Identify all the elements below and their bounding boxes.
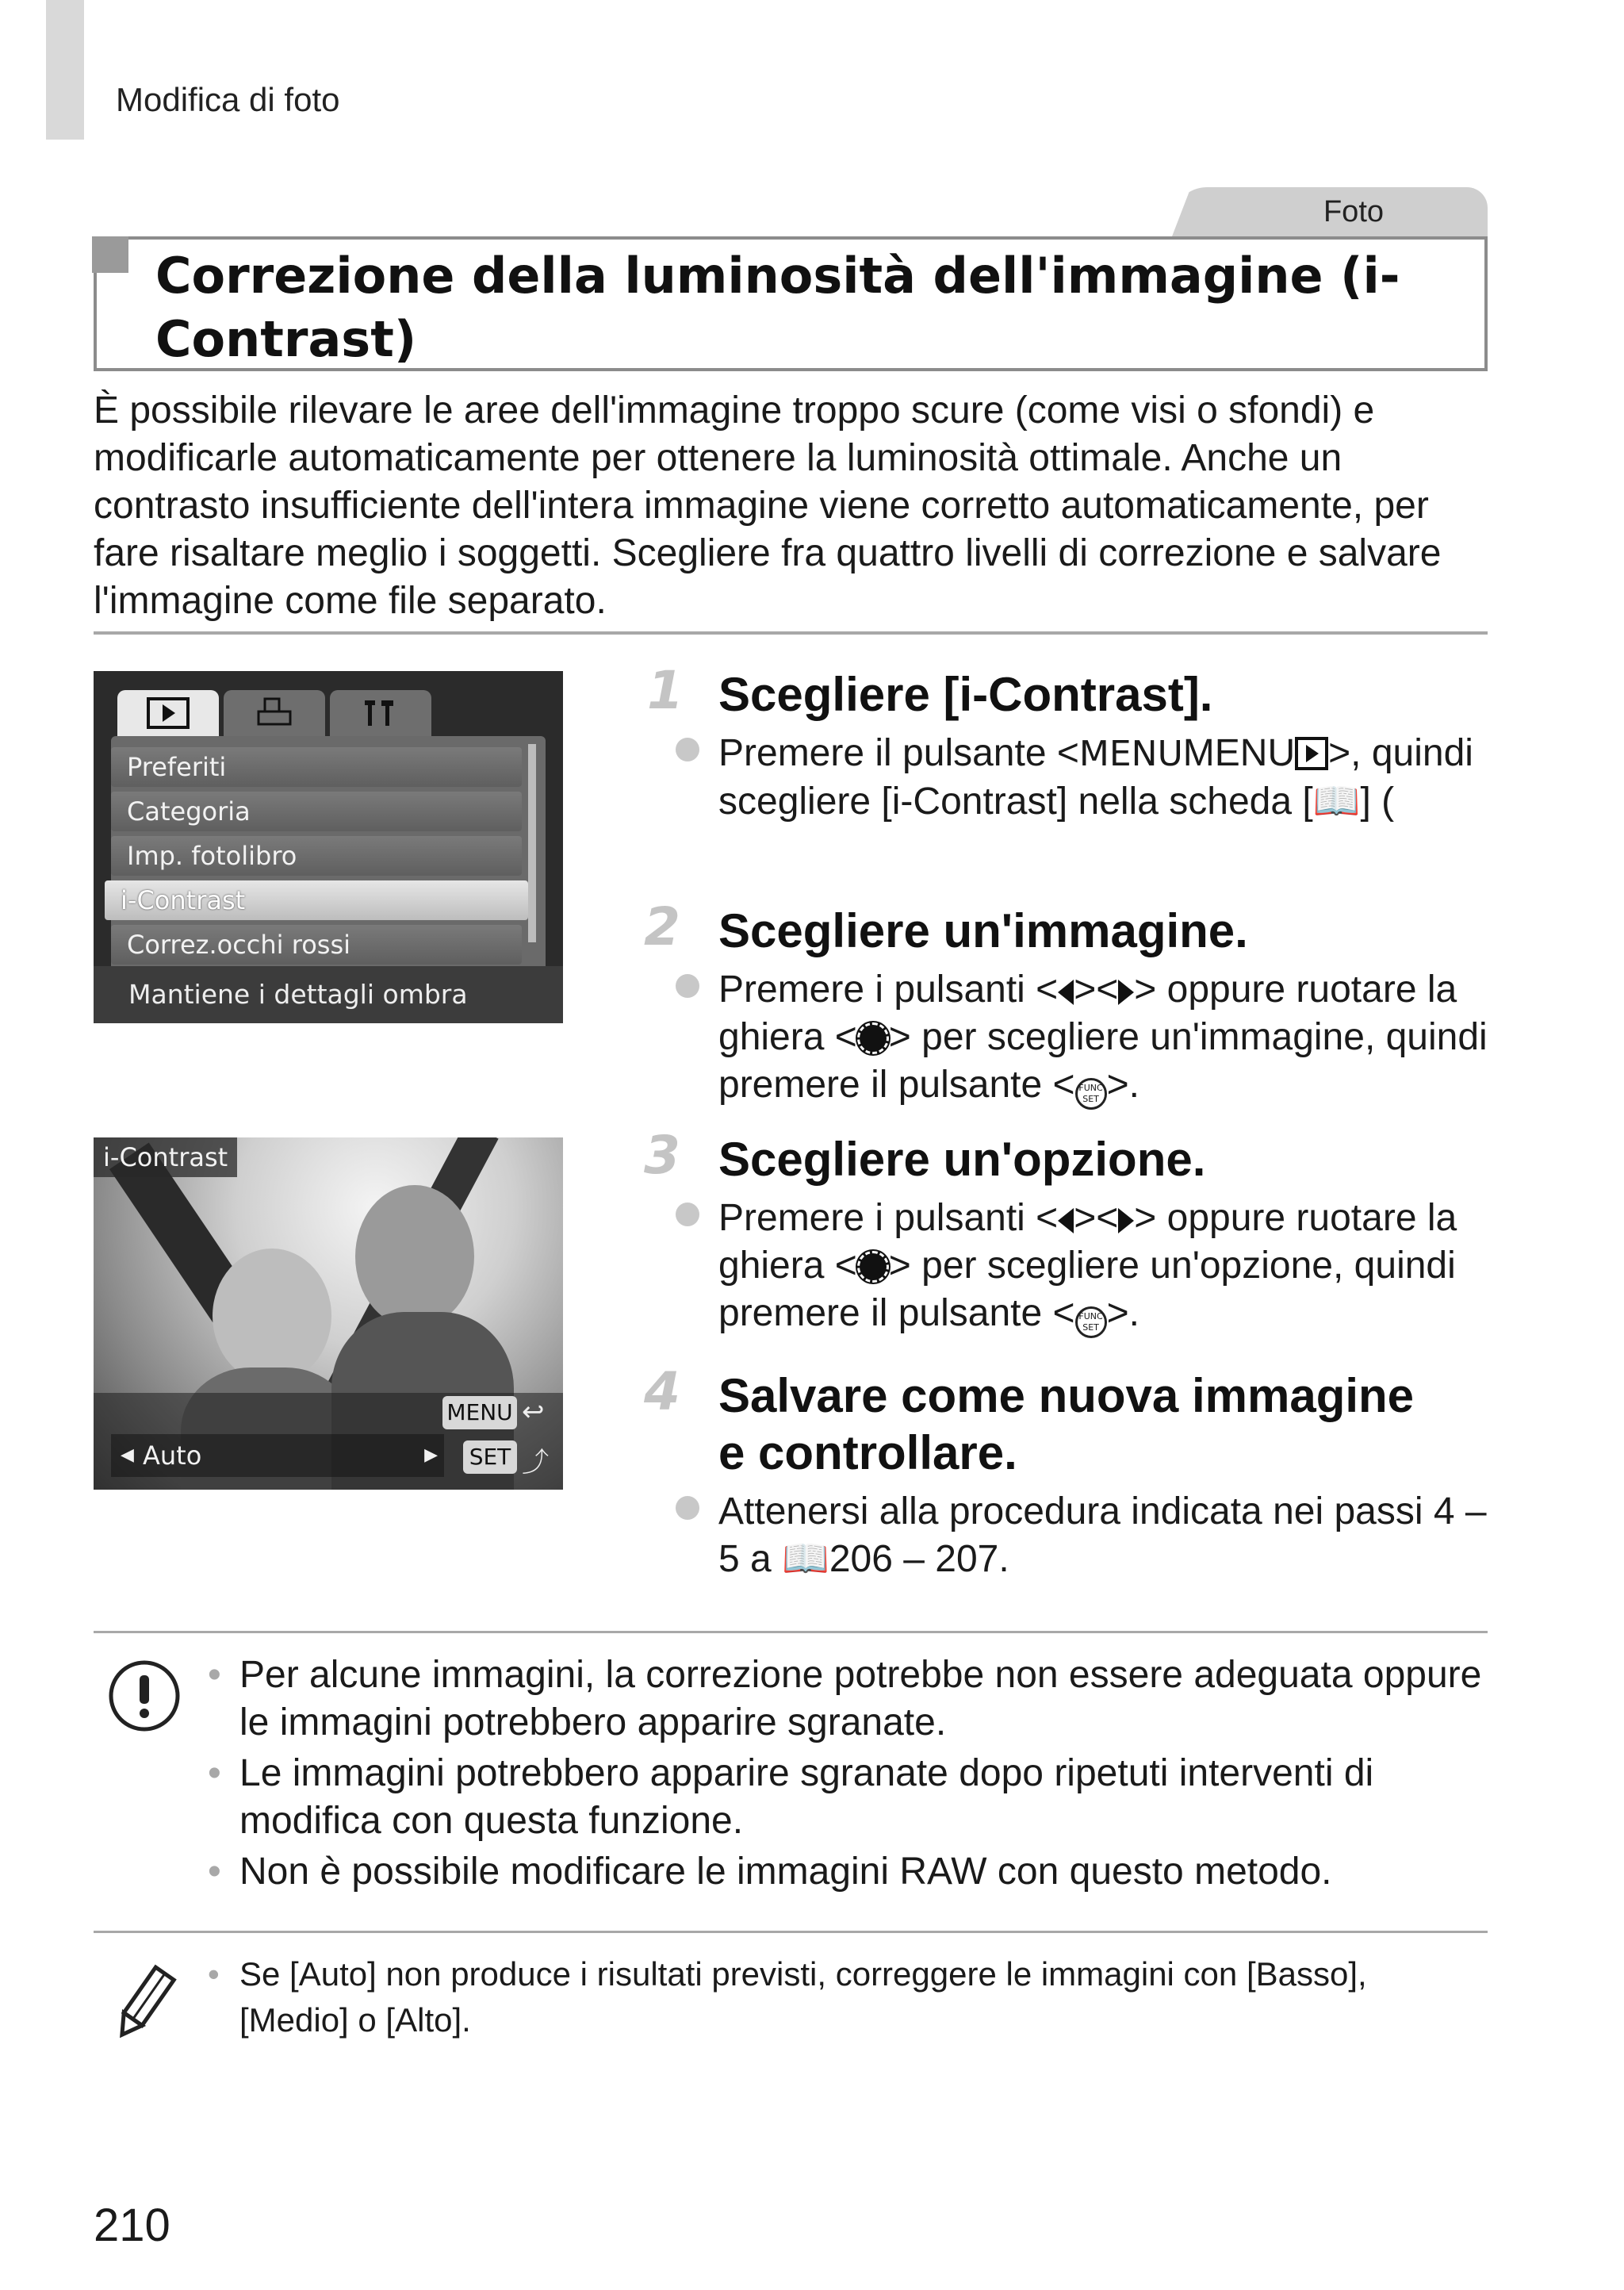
menu-item-selected: i-Contrast — [105, 880, 528, 920]
step-body: Attenersi alla procedura indicata nei passi 4 – 5 a 📖206 – 207. — [718, 1490, 1487, 1580]
menu-screenshot — [94, 671, 563, 1023]
book-icon: 📖 — [782, 1538, 829, 1580]
option-selector — [111, 1434, 444, 1477]
playback-tab-icon — [1295, 737, 1328, 770]
func-set-icon: FUNC SET — [1075, 1078, 1107, 1110]
tab-playback — [117, 690, 219, 736]
save-icon: ⤴ — [522, 1448, 549, 1478]
bullet-dot: • — [208, 1851, 221, 1893]
step-body: Premere il pulsante <MENUMENU >, quindi scegliere [i-Contrast] nella scheda [📖] ( — [718, 732, 1473, 823]
photo-screenshot — [94, 1137, 563, 1490]
bullet-icon — [676, 974, 699, 1002]
child-face — [213, 1249, 331, 1383]
step-number: 1 — [647, 660, 684, 721]
book-icon: 📖 — [1312, 781, 1361, 823]
right-arrow-icon — [1118, 1208, 1134, 1233]
right-arrow-icon — [1118, 980, 1134, 1005]
screen-label: i-Contrast — [94, 1137, 237, 1177]
intro-paragraph: È possibile rilevare le aree dell'immagine troppo scure (come visi o sfondi) e modificarle automaticamente per ottenere la luminosità ottimale. Anche un contrasto insufficiente dell'intera immagine viene corretto automaticamente, per fare risaltare meglio i soggetti. Scegliere fra quattro livelli di correzione e salvare l'immagine come file separato. — [94, 389, 1442, 622]
scrollbar — [528, 744, 536, 942]
step-number: 3 — [644, 1125, 680, 1186]
step-number: 4 — [644, 1361, 680, 1422]
menu-item: Preferiti — [111, 747, 522, 787]
menu-help-text: Mantiene i dettagli ombra — [94, 966, 563, 1023]
step-title: Scegliere [i-Contrast]. — [718, 668, 1213, 721]
caution-item: • Le immagini potrebbero apparire sgranate dopo ripetuti interventi di modifica con questa funzione. — [208, 1750, 1484, 1845]
arrow-right-icon: ▶ — [424, 1445, 438, 1465]
step-number: 2 — [644, 896, 680, 957]
caution-icon — [106, 1658, 182, 1738]
bullet-dot: • — [208, 1654, 221, 1696]
tab-setup — [330, 690, 431, 736]
child-face — [355, 1185, 474, 1328]
pencil-icon — [111, 1959, 178, 2050]
tab-print — [224, 690, 325, 736]
memo-item: • Se [Auto] non produce i risultati previsti, correggere le immagini con [Basso], [Medio] o [Alto]. — [208, 1951, 1484, 2043]
set-button-label: SET — [463, 1440, 517, 1474]
caution-item: • Per alcune immagini, la correzione potrebbe non essere adeguata oppure le immagini potrebbero apparire sgranate. — [208, 1651, 1484, 1747]
section-header: Modifica di foto — [116, 81, 340, 118]
title-marker — [92, 236, 128, 273]
menu-item: Categoria — [111, 792, 522, 831]
left-arrow-icon — [1058, 980, 1074, 1005]
option-value: Auto — [143, 1440, 202, 1471]
step-title: Salvare come nuova immagine — [718, 1369, 1415, 1422]
play-icon — [147, 697, 190, 729]
header-side-bar — [46, 0, 84, 140]
step-body: Premere i pulsanti < >< > oppure ruotare la ghiera < > per scegliere un'opzione, quindi premere il pulsante < FUNC SET >. — [718, 1195, 1496, 1338]
bullet-icon — [676, 738, 699, 765]
func-set-icon: FUNC SET — [1075, 1306, 1107, 1338]
arrow-left-icon: ◀ — [121, 1445, 134, 1465]
bullet-icon — [676, 1203, 699, 1230]
page-title: Correzione della luminosità dell'immagine (i-Contrast) — [155, 247, 1400, 368]
bullet-dot: • — [208, 1955, 220, 1993]
step-title: Scegliere un'opzione. — [718, 1133, 1206, 1186]
menu-button-icon: MENU — [1078, 734, 1183, 774]
divider — [94, 1631, 1488, 1633]
bullet-dot: • — [208, 1752, 221, 1794]
page-number: 210 — [94, 2200, 170, 2251]
control-dial-icon — [857, 1251, 889, 1283]
return-icon: ↩ — [522, 1397, 545, 1427]
bullet-icon — [676, 1496, 699, 1524]
tools-icon — [362, 697, 400, 729]
menu-item: Imp. fotolibro — [111, 836, 522, 876]
menu-item: Correz.occhi rossi — [111, 925, 522, 965]
caution-item: • Non è possibile modificare le immagini RAW con questo metodo. — [208, 1848, 1484, 1896]
step-body: Premere i pulsanti < >< > oppure ruotare la ghiera < > per scegliere un'immagine, quindi premere il pulsante < FUNC SET >. — [718, 966, 1496, 1110]
category-label: Foto — [1323, 195, 1385, 228]
divider — [94, 631, 1488, 635]
divider — [94, 1931, 1488, 1933]
step-title-line2: e controllare. — [718, 1426, 1017, 1479]
print-icon — [255, 697, 293, 729]
menu-button-label: MENU — [442, 1396, 517, 1429]
menu-tabs — [117, 690, 431, 736]
step-title: Scegliere un'immagine. — [718, 904, 1248, 957]
control-dial-icon — [857, 1022, 889, 1054]
left-arrow-icon — [1058, 1208, 1074, 1233]
